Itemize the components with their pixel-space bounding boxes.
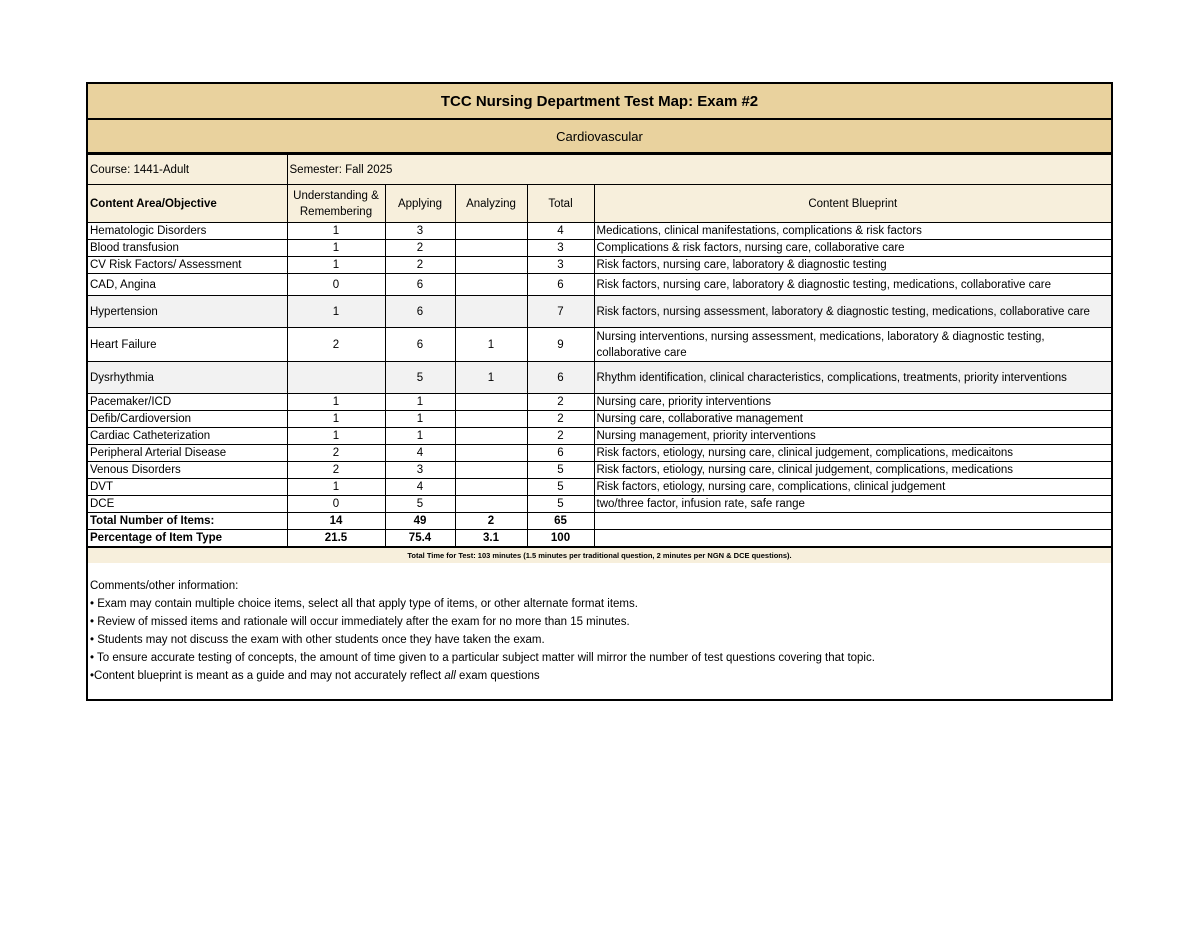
header-analyzing: Analyzing bbox=[455, 185, 527, 223]
cell-u: 2 bbox=[287, 328, 385, 362]
cell-u bbox=[287, 362, 385, 394]
table-row bbox=[88, 328, 1111, 362]
cell-an bbox=[455, 223, 527, 240]
cell-u: 1 bbox=[287, 240, 385, 257]
cell-area: Peripheral Arterial Disease bbox=[88, 445, 287, 462]
total-row-t: 65 bbox=[527, 513, 594, 530]
cell-ap: 6 bbox=[385, 296, 455, 328]
total-row-ap: 49 bbox=[385, 513, 455, 530]
cell-area: Pacemaker/ICD bbox=[88, 394, 287, 411]
table-row bbox=[88, 362, 1111, 394]
cell-u: 1 bbox=[287, 257, 385, 274]
percent-row bbox=[88, 530, 1111, 547]
table-row bbox=[88, 240, 1111, 257]
total-time-note: Total Time for Test: 103 minutes (1.5 minutes per traditional question, 2 minutes per NGN & DCE questions). bbox=[88, 547, 1111, 563]
comment-text: exam questions bbox=[455, 670, 540, 682]
table-row bbox=[88, 445, 1111, 462]
cell-an bbox=[455, 411, 527, 428]
cell-bp: Risk factors, etiology, nursing care, clinical judgement, complications, medicaitons bbox=[594, 445, 1111, 462]
table-row bbox=[88, 394, 1111, 411]
cell-t: 3 bbox=[527, 257, 594, 274]
page-subtitle: Cardiovascular bbox=[88, 120, 1111, 154]
cell-ap: 6 bbox=[385, 274, 455, 296]
cell-ap: 1 bbox=[385, 394, 455, 411]
course-cell: Course: 1441-Adult bbox=[88, 155, 287, 185]
test-map-table bbox=[88, 154, 1111, 547]
percent-row-label: Percentage of Item Type bbox=[88, 530, 287, 547]
percent-row-u: 21.5 bbox=[287, 530, 385, 547]
cell-ap: 1 bbox=[385, 428, 455, 445]
percent-row-an: 3.1 bbox=[455, 530, 527, 547]
header-understanding: Understanding & Remembering bbox=[287, 185, 385, 223]
cell-u: 2 bbox=[287, 462, 385, 479]
cell-ap: 6 bbox=[385, 328, 455, 362]
test-map-sheet bbox=[86, 82, 1113, 701]
cell-area: Hematologic Disorders bbox=[88, 223, 287, 240]
cell-bp: Risk factors, etiology, nursing care, complications, clinical judgement bbox=[594, 479, 1111, 496]
cell-u: 1 bbox=[287, 479, 385, 496]
cell-t: 6 bbox=[527, 274, 594, 296]
comment-line: • Review of missed items and rationale will occur immediately after the exam for no more than 15 minutes. bbox=[90, 616, 630, 628]
header-applying: Applying bbox=[385, 185, 455, 223]
cell-t: 2 bbox=[527, 411, 594, 428]
cell-u: 0 bbox=[287, 274, 385, 296]
cell-bp: two/three factor, infusion rate, safe range bbox=[594, 496, 1111, 513]
cell-bp: Medications, clinical manifestations, complications & risk factors bbox=[594, 223, 1111, 240]
total-row-an: 2 bbox=[455, 513, 527, 530]
comment-line: • Students may not discuss the exam with other students once they have taken the exam. bbox=[90, 634, 545, 646]
table-row bbox=[88, 479, 1111, 496]
percent-row-blank bbox=[594, 530, 1111, 547]
cell-an bbox=[455, 445, 527, 462]
cell-area: Venous Disorders bbox=[88, 462, 287, 479]
cell-ap: 2 bbox=[385, 257, 455, 274]
cell-an bbox=[455, 394, 527, 411]
cell-u: 1 bbox=[287, 428, 385, 445]
cell-bp: Nursing care, collaborative management bbox=[594, 411, 1111, 428]
cell-an bbox=[455, 479, 527, 496]
cell-ap: 1 bbox=[385, 411, 455, 428]
cell-ap: 3 bbox=[385, 223, 455, 240]
cell-an bbox=[455, 462, 527, 479]
table-row bbox=[88, 257, 1111, 274]
cell-area: CAD, Angina bbox=[88, 274, 287, 296]
cell-an: 1 bbox=[455, 328, 527, 362]
cell-bp: Risk factors, nursing assessment, laboratory & diagnostic testing, medications, collaborative care bbox=[594, 296, 1111, 328]
total-row-blank bbox=[594, 513, 1111, 530]
cell-an bbox=[455, 428, 527, 445]
header-total: Total bbox=[527, 185, 594, 223]
cell-an: 1 bbox=[455, 362, 527, 394]
header-area: Content Area/Objective bbox=[88, 185, 287, 223]
total-row-label: Total Number of Items: bbox=[88, 513, 287, 530]
cell-an bbox=[455, 274, 527, 296]
cell-ap: 4 bbox=[385, 445, 455, 462]
cell-t: 2 bbox=[527, 394, 594, 411]
header-blueprint: Content Blueprint bbox=[594, 185, 1111, 223]
cell-ap: 5 bbox=[385, 362, 455, 394]
cell-area: Cardiac Catheterization bbox=[88, 428, 287, 445]
cell-area: DVT bbox=[88, 479, 287, 496]
table-row bbox=[88, 223, 1111, 240]
page-title: TCC Nursing Department Test Map: Exam #2 bbox=[88, 84, 1111, 120]
cell-t: 3 bbox=[527, 240, 594, 257]
cell-bp: Risk factors, nursing care, laboratory & diagnostic testing, medications, collaborative care bbox=[594, 274, 1111, 296]
cell-bp: Rhythm identification, clinical characteristics, complications, treatments, priority interventions bbox=[594, 362, 1111, 394]
cell-ap: 5 bbox=[385, 496, 455, 513]
comments-section bbox=[88, 563, 1111, 699]
total-row bbox=[88, 513, 1111, 530]
cell-t: 6 bbox=[527, 362, 594, 394]
table-row bbox=[88, 496, 1111, 513]
table-row bbox=[88, 428, 1111, 445]
cell-bp: Nursing care, priority interventions bbox=[594, 394, 1111, 411]
cell-area: Hypertension bbox=[88, 296, 287, 328]
semester-cell: Semester: Fall 2025 bbox=[287, 155, 1111, 185]
cell-area: Defib/Cardioversion bbox=[88, 411, 287, 428]
cell-u: 1 bbox=[287, 411, 385, 428]
comment-line bbox=[90, 667, 1109, 685]
cell-u: 1 bbox=[287, 394, 385, 411]
comment-line: • Exam may contain multiple choice items, select all that apply type of items, or other alternate format items. bbox=[90, 598, 638, 610]
table-row bbox=[88, 296, 1111, 328]
cell-an bbox=[455, 496, 527, 513]
cell-t: 7 bbox=[527, 296, 594, 328]
cell-bp: Risk factors, etiology, nursing care, clinical judgement, complications, medications bbox=[594, 462, 1111, 479]
cell-bp: Nursing management, priority interventions bbox=[594, 428, 1111, 445]
comments-heading: Comments/other information: bbox=[90, 580, 239, 592]
table-row bbox=[88, 411, 1111, 428]
comment-line: • To ensure accurate testing of concepts, the amount of time given to a particular subject matter will mirror the number of test questions covering that topic. bbox=[90, 652, 875, 664]
cell-an bbox=[455, 240, 527, 257]
cell-t: 5 bbox=[527, 462, 594, 479]
cell-area: Dysrhythmia bbox=[88, 362, 287, 394]
cell-t: 6 bbox=[527, 445, 594, 462]
cell-ap: 4 bbox=[385, 479, 455, 496]
cell-u: 0 bbox=[287, 496, 385, 513]
cell-t: 5 bbox=[527, 479, 594, 496]
cell-bp: Risk factors, nursing care, laboratory & diagnostic testing bbox=[594, 257, 1111, 274]
total-row-u: 14 bbox=[287, 513, 385, 530]
cell-bp: Nursing interventions, nursing assessment, medications, laboratory & diagnostic testing, collaborative care bbox=[594, 328, 1111, 362]
percent-row-ap: 75.4 bbox=[385, 530, 455, 547]
cell-area: Blood transfusion bbox=[88, 240, 287, 257]
cell-bp: Complications & risk factors, nursing care, collaborative care bbox=[594, 240, 1111, 257]
cell-an bbox=[455, 257, 527, 274]
cell-area: Heart Failure bbox=[88, 328, 287, 362]
cell-an bbox=[455, 296, 527, 328]
table-row bbox=[88, 274, 1111, 296]
cell-t: 4 bbox=[527, 223, 594, 240]
comment-text: •Content blueprint is meant as a guide and may not accurately reflect bbox=[90, 670, 445, 682]
comment-emphasis: all bbox=[444, 670, 456, 682]
cell-u: 1 bbox=[287, 296, 385, 328]
cell-area: DCE bbox=[88, 496, 287, 513]
cell-t: 2 bbox=[527, 428, 594, 445]
percent-row-t: 100 bbox=[527, 530, 594, 547]
cell-area: CV Risk Factors/ Assessment bbox=[88, 257, 287, 274]
cell-t: 5 bbox=[527, 496, 594, 513]
table-row bbox=[88, 462, 1111, 479]
cell-t: 9 bbox=[527, 328, 594, 362]
cell-u: 1 bbox=[287, 223, 385, 240]
cell-ap: 3 bbox=[385, 462, 455, 479]
cell-ap: 2 bbox=[385, 240, 455, 257]
cell-u: 2 bbox=[287, 445, 385, 462]
